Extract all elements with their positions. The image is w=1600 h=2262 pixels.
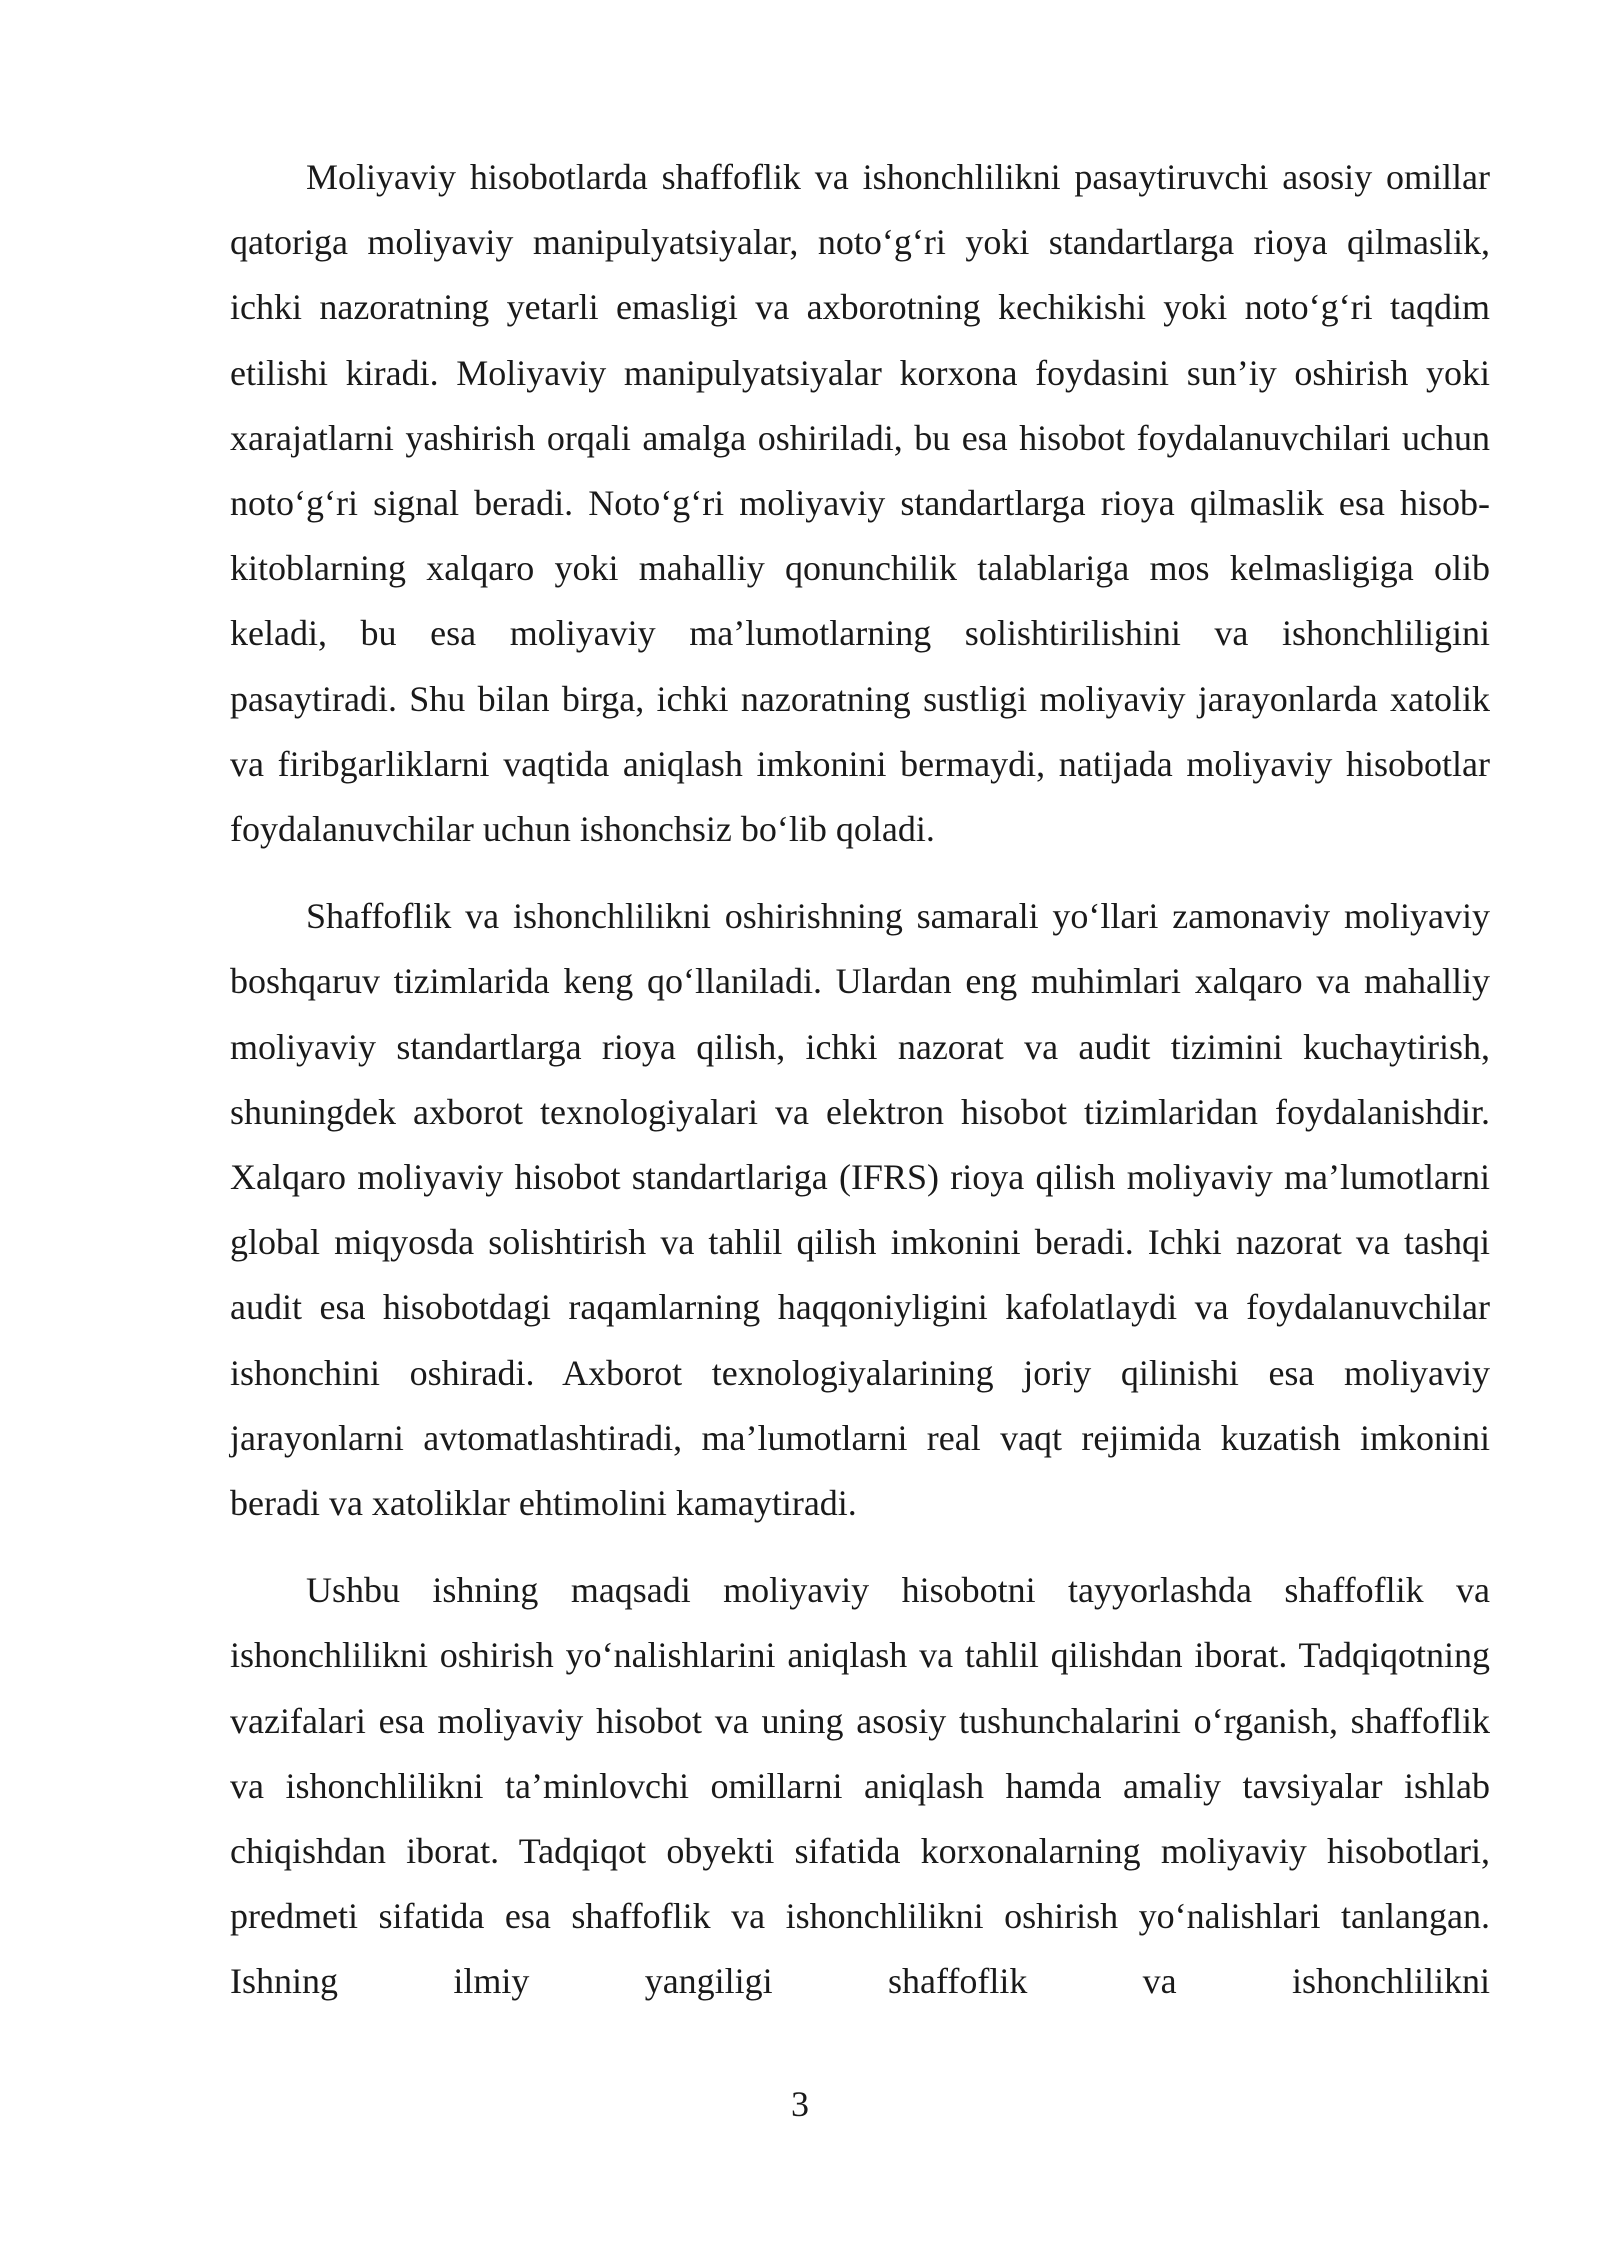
page-number: 3 [791, 2084, 809, 2124]
body-text [230, 145, 1490, 2015]
paragraph-3: Ushbu ishning maqsadi moliyaviy hisobotni tayyorlashda shaffoflik va ishonchlilikni oshirish yo‘nalishlarini aniqlash va tahlil qilishdan iborat. Tadqiqotning vazifalari esa moliyaviy hisobot va uning asosiy tushunchalarini o‘rganish, shaffoflik va ishonchlilikni ta’minlovchi omillarni aniqlash hamda amaliy tavsiyalar ishlab chiqishdan iborat. Tadqiqot obyekti sifatida korxonalarning moliyaviy hisobotlari, predmeti sifatida esa shaffoflik va ishonchlilikni oshirish yo‘nalishlari tanlangan. Ishning ilmiy yangiligi shaffoflik va ishonchlilikni [230, 1570, 1490, 2002]
paragraph-2: Shaffoflik va ishonchlilikni oshirishning samarali yo‘llari zamonaviy moliyaviy boshqaruv tizimlarida keng qo‘llaniladi. Ulardan eng muhimlari xalqaro va mahalliy moliyaviy standartlarga rioya qilish, ichki nazorat va audit tizimini kuchaytirish, shuningdek axborot texnologiyalari va elektron hisobot tizimlaridan foydalanishdir. Xalqaro moliyaviy hisobot standartlariga (IFRS) rioya qilish moliyaviy ma’lumotlarni global miqyosda solishtirish va tahlil qilish imkonini beradi. Ichki nazorat va tashqi audit esa hisobotdagi raqamlarning haqqoniyligini kafolatlaydi va foydalanuvchilar ishonchini oshiradi. Axborot texnologiyalarining joriy qilinishi esa moliyaviy jarayonlarni avtomatlashtiradi, ma’lumotlarni real vaqt rejimida kuzatish imkonini beradi va xatoliklar ehtimolini kamaytiradi. [230, 896, 1490, 1524]
paragraph-1: Moliyaviy hisobotlarda shaffoflik va ishonchlilikni pasaytiruvchi asosiy omillar qatoriga moliyaviy manipulyatsiyalar, noto‘g‘ri yoki standartlarga rioya qilmaslik, ichki nazoratning yetarli emasligi va axborotning kechikishi yoki noto‘g‘ri taqdim etilishi kiradi. Moliyaviy manipulyatsiyalar korxona foydasini sun’iy oshirish yoki xarajatlarni yashirish orqali amalga oshiriladi, bu esa hisobot foydalanuvchilari uchun noto‘g‘ri signal beradi. Noto‘g‘ri moliyaviy standartlarga rioya qilmaslik esa hisob-kitoblarning xalqaro yoki mahalliy qonunchilik talablariga mos kelmasligiga olib keladi, bu esa moliyaviy ma’lumotlarning solishtirilishini va ishonchliligini pasaytiradi. Shu bilan birga, ichki nazoratning sustligi moliyaviy jarayonlarda xatolik va firibgarliklarni vaqtida aniqlash imkonini bermaydi, natijada moliyaviy hisobotlar foydalanuvchilar uchun ishonchsiz bo‘lib qoladi. [230, 157, 1490, 850]
